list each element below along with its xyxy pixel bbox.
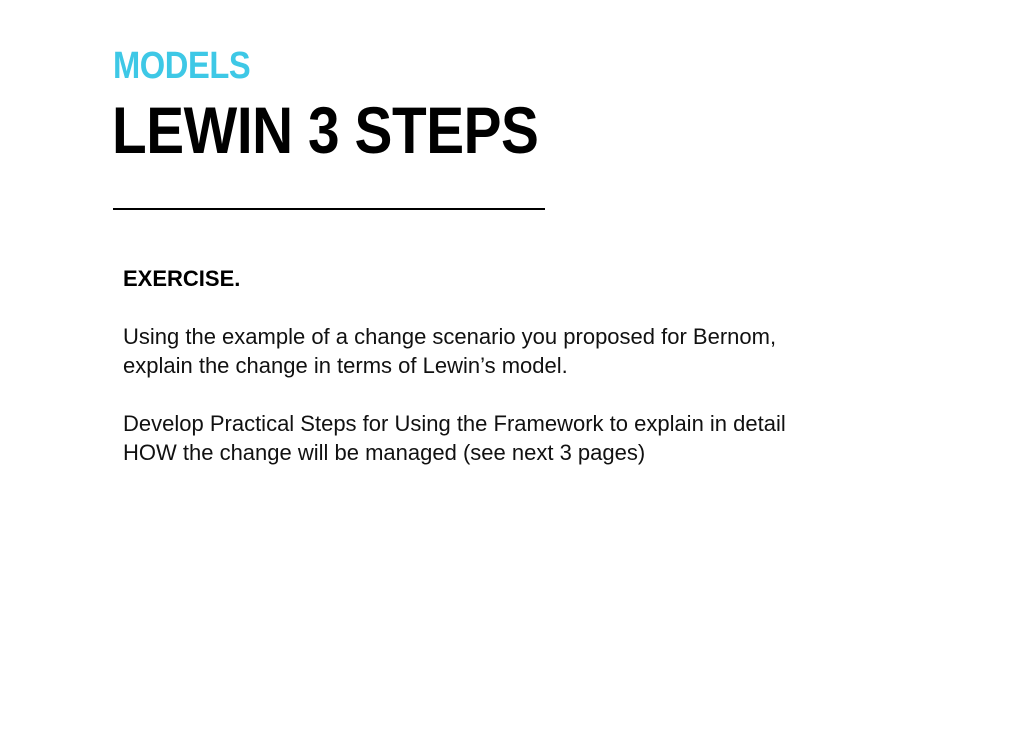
slide-content	[123, 264, 903, 496]
exercise-paragraph-1	[123, 322, 903, 380]
exercise-heading: EXERCISE.	[123, 266, 241, 291]
paragraph-1-line-2: explain the change in terms of Lewin’s model.	[123, 353, 568, 378]
paragraph-1-line-1: Using the example of a change scenario you proposed for Bernom,	[123, 324, 777, 349]
paragraph-2-line-2: HOW the change will be managed (see next 3 pages)	[123, 440, 646, 465]
section-label: MODELS	[113, 45, 251, 87]
title-divider	[113, 208, 545, 210]
exercise-paragraph-2	[123, 409, 903, 467]
paragraph-2-line-1: Develop Practical Steps for Using the Framework to explain in detail	[123, 411, 786, 436]
slide-title: LEWIN 3 STEPS	[112, 93, 539, 167]
